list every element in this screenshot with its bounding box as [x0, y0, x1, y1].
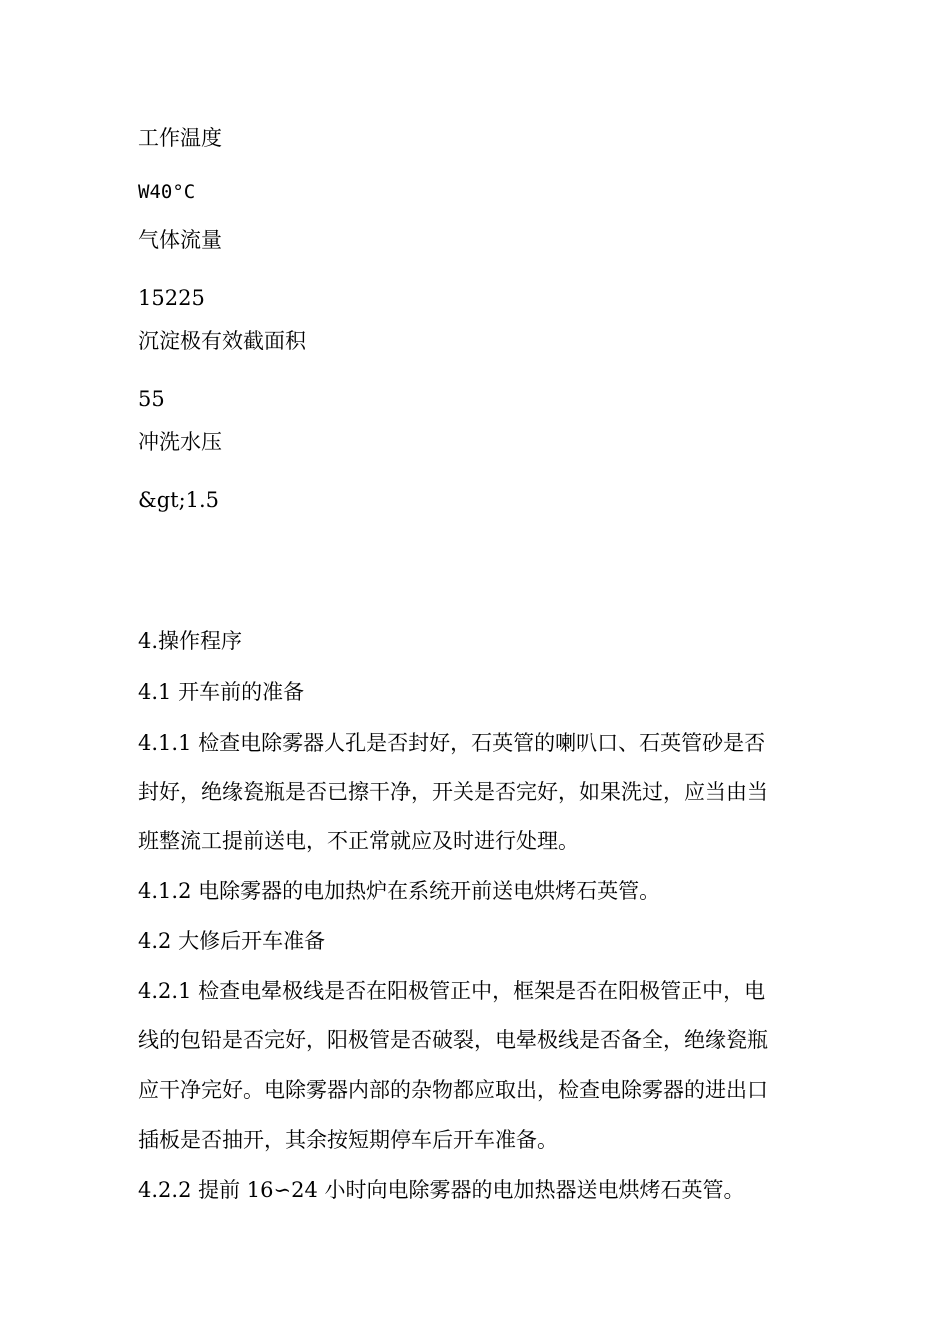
param-label-section-area: 沉淀极有效截面积: [138, 329, 306, 353]
param-label-temperature: 工作温度: [138, 126, 222, 150]
paragraph-4-2-1-line: 4.2.1 检查电晕极线是否在阳极管正中，框架是否在阳极管正中，电: [138, 979, 766, 1003]
param-label-wash-pressure: 冲洗水压: [138, 430, 222, 454]
param-value-wash-pressure: &gt;1.5: [138, 488, 220, 512]
param-value-temperature: W40°C: [138, 181, 196, 203]
param-value-section-area: 55: [138, 387, 165, 411]
paragraph-4-2-1-line: 线的包铅是否完好，阳极管是否破裂，电晕极线是否备全，绝缘瓷瓶: [138, 1028, 768, 1052]
subsection-4-2: 4.2 大修后开车准备: [138, 929, 326, 953]
paragraph-4-2-1-line: 插板是否抽开，其余按短期停车后开车准备。: [138, 1128, 558, 1152]
paragraph-4-1-1-line: 封好，绝缘瓷瓶是否已擦干净，开关是否完好，如果洗过，应当由当: [138, 780, 768, 804]
param-label-gas-flow: 气体流量: [138, 228, 222, 252]
paragraph-4-2-2: 4.2.2 提前 16∽24 小时向电除雾器的电加热器送电烘烤石英管。: [138, 1178, 745, 1202]
paragraph-4-1-2: 4.1.2 电除雾器的电加热炉在系统开前送电烘烤石英管。: [138, 879, 661, 903]
paragraph-4-2-1-line: 应干净完好。电除雾器内部的杂物都应取出，检查电除雾器的进出口: [138, 1078, 768, 1102]
paragraph-4-1-1-line: 4.1.1 检查电除雾器人孔是否封好，石英管的喇叭口、石英管砂是否: [138, 731, 766, 755]
paragraph-4-1-1-line: 班整流工提前送电，不正常就应及时进行处理。: [138, 829, 579, 853]
subsection-4-1: 4.1 开车前的准备: [138, 680, 305, 704]
param-value-gas-flow: 15225: [138, 286, 205, 310]
section-title: 4.操作程序: [138, 629, 243, 653]
